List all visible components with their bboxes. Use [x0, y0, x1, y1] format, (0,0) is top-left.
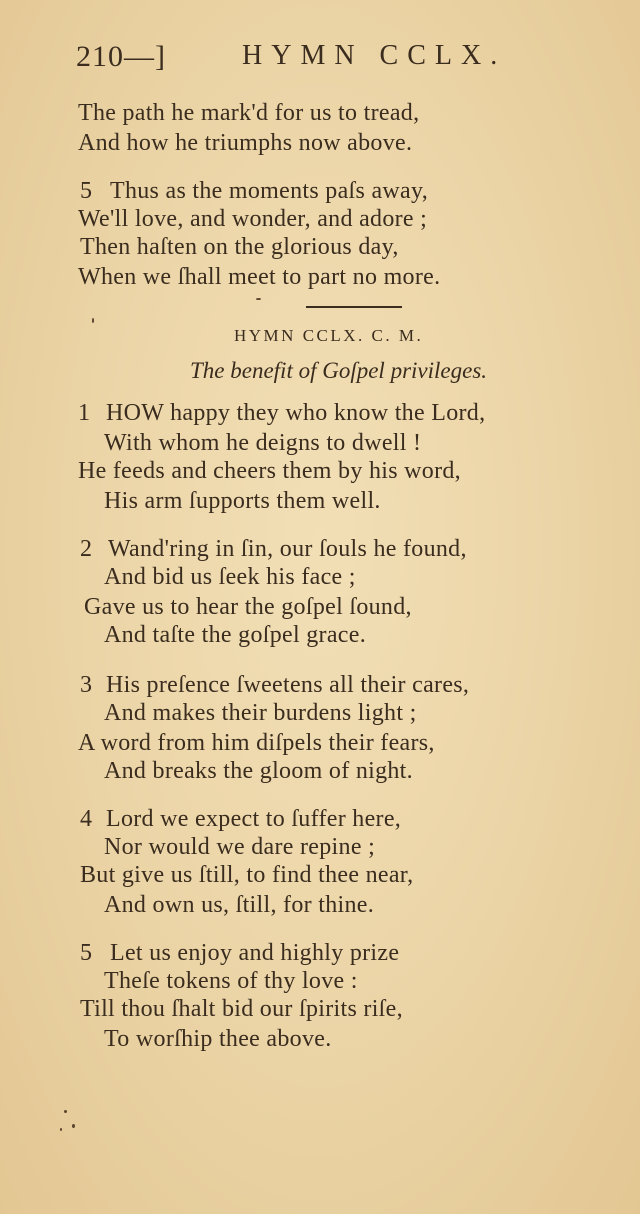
verse-line: To worſhip thee above.	[104, 1026, 332, 1052]
verse-line: And own us, ſtill, for thine.	[104, 892, 375, 918]
verse-line: When we ſhall meet to part no more.	[78, 264, 441, 290]
paper-speck	[92, 318, 94, 323]
hymn-heading: HYMN CCLX. C. M.	[234, 326, 424, 345]
stanza-number: 5	[80, 940, 92, 966]
verse-line: Gave us to hear the goſpel ſound,	[84, 594, 412, 620]
verse-line: Let us enjoy and highly prize	[110, 940, 400, 966]
verse-line: Nor would we dare repine ;	[104, 834, 376, 860]
paper-speck	[60, 1128, 62, 1131]
verse-line: And taſte the goſpel grace.	[104, 622, 366, 648]
verse-line: Theſe tokens of thy love :	[104, 968, 358, 994]
stanza-number: 4	[80, 806, 92, 832]
section-rule	[306, 306, 402, 308]
verse-line: Thus as the moments paſs away,	[110, 178, 429, 204]
verse-line: Till thou ſhalt bid our ſpirits riſe,	[80, 996, 403, 1022]
verse-line: And breaks the gloom of night.	[104, 758, 413, 784]
stanza-number: 3	[80, 672, 92, 698]
stanza-number: 1	[78, 400, 90, 426]
verse-line: And makes their burdens light ;	[104, 700, 417, 726]
page-number: 210—]	[76, 40, 166, 73]
paper-speck	[64, 1110, 67, 1113]
verse-line: The path he mark'd for us to tread,	[78, 100, 420, 126]
verse-line: HOW happy they who know the Lord,	[106, 400, 486, 426]
hymn-subtitle: The benefit of Goſpel privileges.	[190, 358, 488, 383]
verse-line: He feeds and cheers them by his word,	[78, 458, 461, 484]
verse-line: We'll love, and wonder, and adore ;	[78, 206, 428, 232]
paper-speck	[256, 298, 261, 300]
stanza-number: 2	[80, 536, 92, 562]
verse-line: And bid us ſeek his face ;	[104, 564, 356, 590]
paper-speck	[72, 1124, 75, 1128]
verse-line: But give us ſtill, to find thee near,	[80, 862, 414, 888]
running-title: HYMN CCLX.	[242, 40, 507, 71]
page-header	[76, 40, 526, 80]
verse-line: And how he triumphs now above.	[78, 130, 413, 156]
verse-line: Wand'ring in ſin, our ſouls he found,	[108, 536, 467, 562]
verse-line: His preſence ſweetens all their cares,	[106, 672, 470, 698]
verse-line: With whom he deigns to dwell !	[104, 430, 422, 456]
verse-line: Lord we expect to ſuffer here,	[106, 806, 402, 832]
verse-line: A word from him diſpels their fears,	[78, 730, 435, 756]
verse-line: His arm ſupports them well.	[104, 488, 381, 514]
verse-line: Then haſten on the glorious day,	[80, 234, 399, 260]
stanza-number: 5	[80, 178, 92, 204]
